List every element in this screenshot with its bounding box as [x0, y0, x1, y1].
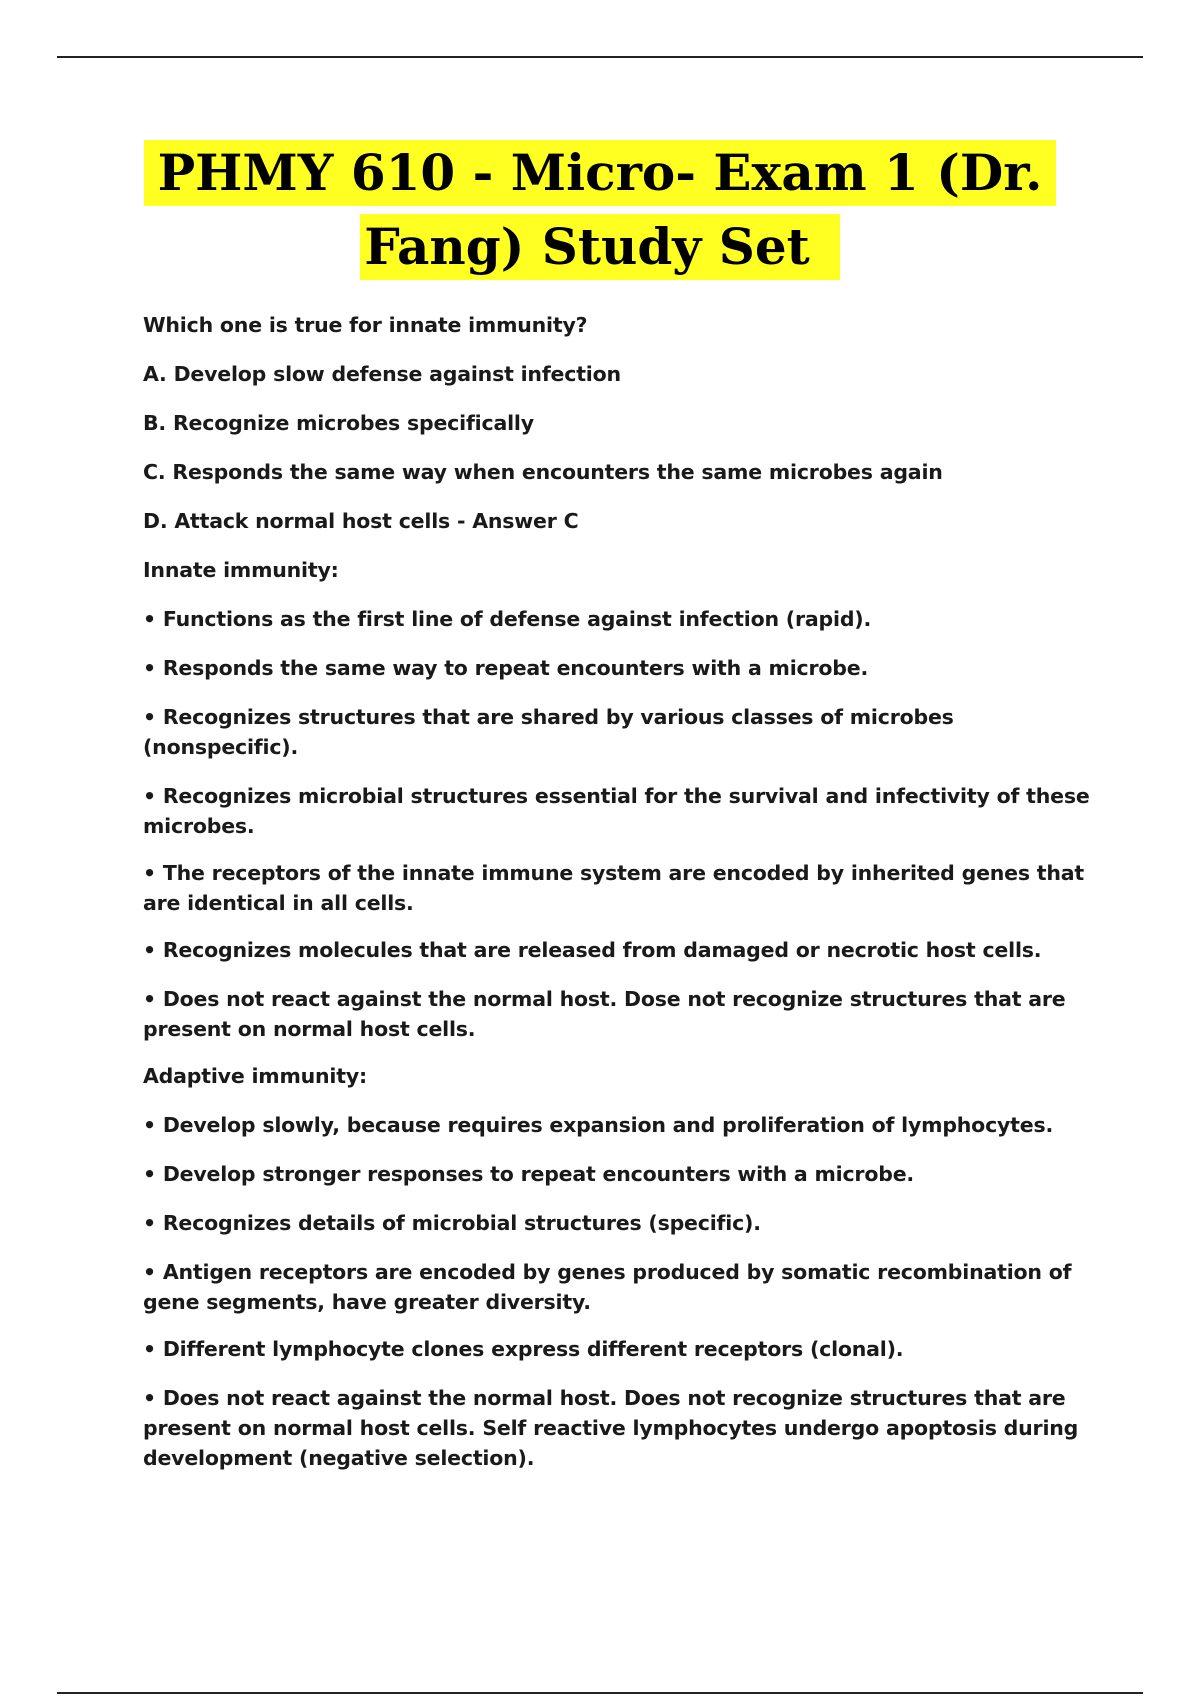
adaptive-bullet: • Recognizes details of microbial structures (specific). — [143, 1211, 761, 1235]
adaptive-bullet: • Antigen receptors are encoded by genes produced by somatic recombination of gene segments, have greater diversity. — [143, 1260, 1072, 1314]
option-b: B. Recognize microbes specifically — [143, 411, 534, 435]
document-title — [0, 140, 1200, 280]
question-text: Which one is true for innate immunity? — [143, 313, 588, 337]
innate-bullet: • Recognizes molecules that are released from damaged or necrotic host cells. — [143, 938, 1042, 962]
innate-bullet: • The receptors of the innate immune system are encoded by inherited genes that are identical in all cells. — [143, 861, 1085, 915]
adaptive-bullet: • Develop stronger responses to repeat encounters with a microbe. — [143, 1162, 914, 1186]
adaptive-bullet: • Does not react against the normal host. Does not recognize structures that are present on normal host cells. Self reactive lymphocytes undergo apoptosis during development (negative selection). — [143, 1386, 1079, 1470]
innate-bullet: • Recognizes structures that are shared by various classes of microbes (nonspecific). — [143, 705, 954, 759]
option-a: A. Develop slow defense against infection — [143, 362, 621, 386]
adaptive-bullet: • Different lymphocyte clones express different receptors (clonal). — [143, 1337, 904, 1361]
adaptive-bullet: • Develop slowly, because requires expansion and proliferation of lymphocytes. — [143, 1113, 1054, 1137]
innate-bullet: • Recognizes microbial structures essential for the survival and infectivity of these microbes. — [143, 784, 1090, 838]
innate-heading: Innate immunity: — [143, 558, 339, 582]
adaptive-heading: Adaptive immunity: — [143, 1064, 368, 1088]
option-c: C. Responds the same way when encounters the same microbes again — [143, 460, 943, 484]
top-rule — [57, 56, 1143, 58]
innate-bullet: • Functions as the first line of defense against infection (rapid). — [143, 607, 872, 631]
option-d-answer: D. Attack normal host cells - Answer C — [143, 509, 579, 533]
title-line-2: Fang) Study Set — [360, 214, 840, 280]
innate-bullet: • Responds the same way to repeat encounters with a microbe. — [143, 656, 869, 680]
title-line-1: PHMY 610 - Micro- Exam 1 (Dr. — [144, 140, 1057, 206]
document-body — [143, 310, 1093, 1492]
bottom-rule — [57, 1692, 1143, 1694]
innate-bullet: • Does not react against the normal host. Dose not recognize structures that are present on normal host cells. — [143, 987, 1066, 1041]
